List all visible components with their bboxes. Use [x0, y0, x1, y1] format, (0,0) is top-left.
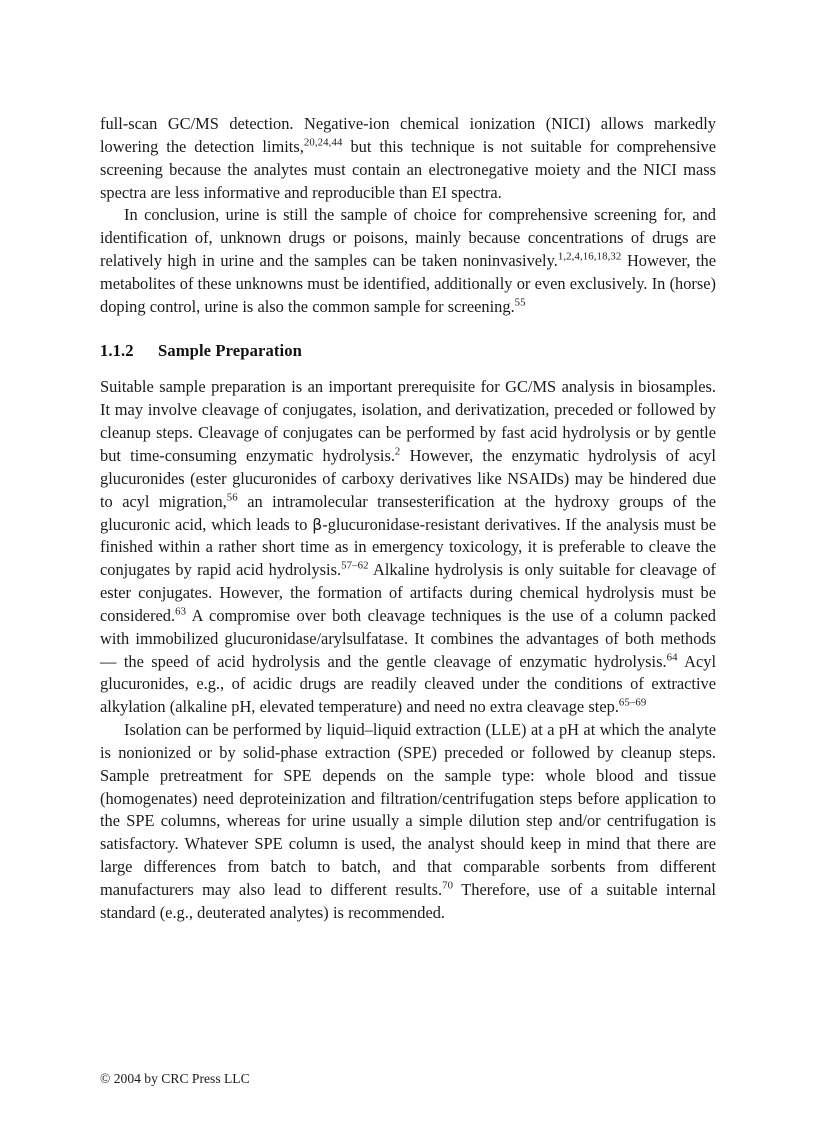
paragraph-4: Isolation can be performed by liquid–liquid extraction (LLE) at a pH at which the analyte is nonionized or by solid-phase extraction (SPE) preceded or followed by cleanup steps. Sample pretreatment for SPE depends on the sample type: whole blood and tissue (homogenates) need deproteinization and filtration/centrifugation steps before application to the SPE columns, whereas for urine usually a simple dilution step and/or centrifugation is satisfactory. Whatever SPE column is used, the analyst should keep in mind that there are large differences from batch to batch, and that comparable sorbents from different manufacturers may also lead to different results.$^{70}$ Therefore, use of a suitable internal standard (e.g., deuterated analytes) is recommended.: [100, 720, 716, 922]
reference-superscript: 56: [226, 491, 238, 504]
paragraph-1: full-scan GC/MS detection. Negative-ion chemical ionization (NICI) allows markedly lowering the detection limits,$^{20,24,44}$ but this technique is not suitable for comprehensive screening because the analytes must contain an electronegative moiety and the NICI mass spectra are less informative and reproducible than EI spectra.: [100, 114, 716, 202]
section-heading-number: 1.1.2: [100, 340, 134, 360]
reference-superscript: 63: [175, 605, 187, 618]
beta-symbol: β: [312, 515, 323, 534]
reference-superscript: 65–69: [618, 696, 647, 709]
section-heading-block: [100, 319, 716, 377]
section-heading-title: Sample Preparation: [158, 340, 302, 360]
section-heading: [100, 340, 716, 363]
paragraph-3: Suitable sample preparation is an important prerequisite for GC/MS analysis in biosamples. It may involve cleavage of conjugates, isolation, and derivatization, preceded or followed by cleanup steps. Cleavage of conjugates can be performed by fast acid hydrolysis or by gentle but time-consuming enzymatic hydrolysis.$^2$ However, the enzymatic hydrolysis of acyl glucuronides (ester glucuronides of carboxy derivatives like NSAIDs) may be hindered due to acyl migration,$^{56}$ an intramolecular transesterification at the hydroxy groups of the glucuronic acid, which leads to β-glucuronidase-resistant derivatives. If the analysis must be finished within a rather short time as in emergency toxicology, it is preferable to cleave the conjugates by rapid acid hydrolysis.$^{57-62}$ Alkaline hydrolysis is only suitable for cleavage of ester conjugates. However, the formation of artifacts during chemical hydrolysis must be considered.$^{63}$ A compromise over both cleavage techniques is the use of a column packed with immobilized glucuronidase/arylsulfatase. It combines the advantages of both methods — the speed of acid hydrolysis and the gentle cleavage of enzymatic hydrolysis.$^{64}$ Acyl glucuronides, e.g., of acidic drugs are readily cleaved under the conditions of extractive alkylation (alkaline pH, elevated temperature) and need no extra cleavage step.$^{65-69}$: [100, 377, 717, 717]
paragraph-2: In conclusion, urine is still the sample of choice for comprehensive screening for, and identification of, unknown drugs or poisons, mainly because concentrations of drugs are relatively high in urine and the samples can be taken noninvasively.$^{1,2,4,16,18,32}$ However, the metabolites of these unknowns must be identified, additionally or even exclusively. In (horse) doping control, urine is also the common sample for screening.$^{55}$: [100, 205, 716, 316]
reference-superscript: 1,2,4,16,18,32: [557, 250, 622, 263]
reference-superscript: 20,24,44: [303, 136, 343, 149]
reference-superscript: 2: [394, 445, 401, 458]
reference-superscript: 70: [442, 879, 454, 892]
reference-superscript: 64: [666, 651, 678, 664]
reference-superscript: 57–62: [341, 559, 369, 572]
copyright-notice: © 2004 by CRC Press LLC: [100, 1071, 250, 1086]
page-footer: [100, 1070, 250, 1088]
text-column: [100, 113, 716, 925]
reference-superscript: 55: [514, 296, 526, 309]
